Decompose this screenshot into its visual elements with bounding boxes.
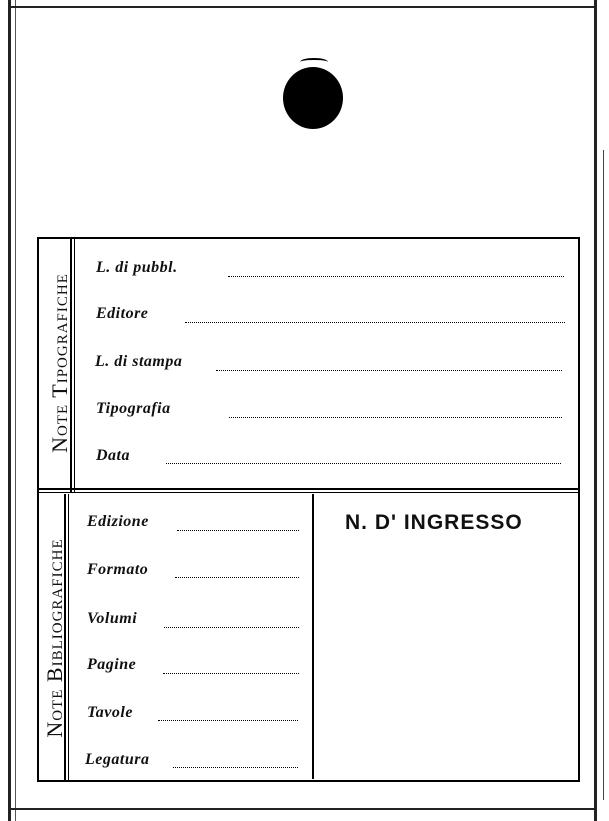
field-label-legatura: Legatura (85, 751, 150, 768)
ingresso-divider (312, 494, 314, 779)
ingresso-label: N. D' INGRESSO (345, 511, 523, 534)
field-line-tavole[interactable] (158, 720, 298, 721)
field-line-edizione[interactable] (177, 530, 299, 531)
field-label-formato: Formato (87, 561, 149, 578)
field-label-tavole: Tavole (87, 704, 133, 721)
punch-hole-rim (300, 58, 328, 66)
card-border-left-inner (15, 0, 16, 821)
card-border-right-outer (603, 150, 604, 800)
section-divider (39, 488, 578, 490)
card-border-top (10, 6, 596, 8)
field-line-pagine[interactable] (163, 673, 299, 674)
card-border-right (594, 0, 597, 821)
field-label-luogo-pubblicazione: L. di pubbl. (96, 259, 178, 276)
biblio-label-divider-inner (68, 494, 69, 780)
field-line-legatura[interactable] (173, 767, 298, 768)
field-line-data[interactable] (166, 463, 561, 464)
field-line-editore[interactable] (185, 322, 565, 323)
field-line-volumi[interactable] (164, 627, 299, 628)
section-title-tipografiche: Note Tipografiche (47, 273, 72, 453)
field-line-formato[interactable] (175, 577, 299, 578)
section-divider-inner (39, 492, 578, 493)
field-label-editore: Editore (96, 305, 149, 322)
card-border-left (8, 0, 11, 821)
field-label-pagine: Pagine (87, 656, 137, 673)
field-line-luogo-pubblicazione[interactable] (228, 276, 564, 277)
field-label-volumi: Volumi (87, 610, 138, 627)
field-line-tipografia[interactable] (229, 417, 562, 418)
card-border-bottom (10, 808, 596, 810)
field-label-data: Data (96, 447, 130, 464)
section-title-bibliografiche: Note Bibliografiche (42, 538, 67, 738)
field-label-luogo-stampa: L. di stampa (95, 353, 183, 370)
punch-hole (283, 67, 343, 129)
tipo-label-divider-inner (74, 239, 75, 492)
field-label-edizione: Edizione (87, 513, 149, 530)
field-label-tipografia: Tipografia (96, 400, 171, 417)
field-line-luogo-stampa[interactable] (216, 370, 562, 371)
